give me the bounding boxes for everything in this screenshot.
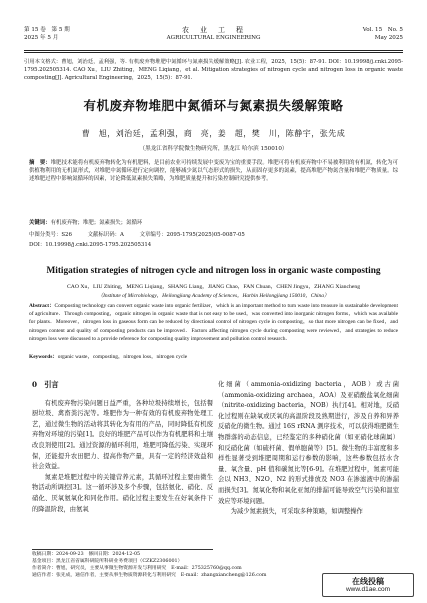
keywords-en-text: organic waste，composting，nitrogen loss，nitrogen cycle [57, 354, 188, 360]
authors-cn: 曹 旭，刘治廷，孟利强，商 亮，姜 超，樊 川，陈静宇，张先成 [81, 129, 346, 138]
keywords-cn-text: 有机废弃物；堆肥；氮素损失；氮循环 [50, 220, 143, 226]
abstract-en-text: Composting technology can convert organic waste into organic fertilizer，which is an important method to turn waste into treasure in sustainable development of agriculture．Through composting，organic nitrogen in organic waste that is not easy to be used，was converted into inorganic nitrogen forms，which was available for plants．Moreover，nitrogen loss in gaseous form can be reduced by directional control of nitrogen cycle in composting，so that more nitrogen can be fixed，and nitrogen content and quality of composting products can be improved．Factors affecting nitrogen cycle during composting were reviewed，and strategies to reduce nitrogen loss were discussed to a provide reference for composting quality improvement and pollution control research． [29, 303, 399, 342]
title-en: Mitigation strategies of nitrogen cycle and nitrogen loss in organic waste composting [46, 266, 381, 276]
body-paragraph: 氮素是堆肥过程中的关键营养元素，其循环过程主要由微生物活动所调控[3]。这一循环涉及多个步骤，包括氨化、硝化、反硝化、厌氧氨氧化和同化作用。硝化过程主要发生在好氧条件下的降温阶段，由氨氧 [32, 473, 213, 513]
citation-block: 引用本文格式：曹旭，刘治廷，孟利强，等. 有机废弃物堆肥中氮循环与氮素损失缓解策略[J]. 农业工程，2025，15(5)：87-91. DOI：10.19998/j.cnki.2095-1795.202505314. CAO Xu，LIU Zhiting，MENG Liqiang，et al. Mitigation strategies of nitrogen cycle and nitrogen loss in organic waste composting[J]. Agricultural Engineering，2025，15(5)：87-91. [24, 59, 403, 81]
body-paragraph: 有机废弃物污染问题日益严重，各种垃圾持续增长，包括餐厨垃圾、禽畜粪污泥等。堆肥作为一种有效的有机废弃物处理工艺，通过微生物的活动将其转化为有用的产品，同时降低有机废弃物对环境的污染[1]。良好的堆肥产品可以作为有机肥料和土壤改良剂使用[2]。通过资源的循环利用，堆肥可降低污染、实现环保，还能提升农田肥力、提高作物产量，具有一定的经济效益和社会效益。 [32, 399, 213, 471]
date-en: May 2025 [374, 34, 403, 41]
header-rule [24, 50, 403, 51]
keywords-cn [29, 218, 398, 226]
clc-number: 中图分类号：S26 [29, 232, 72, 238]
abstract-en-label: Abstract： [29, 303, 55, 309]
date-cn: 2025 年 5 月 [24, 34, 59, 41]
abstract-en [29, 302, 398, 343]
logo-url[interactable]: www.d1ae.com [345, 586, 391, 593]
classification-line [29, 230, 398, 238]
footnote-fund: 基金项目：黑龙江省省属科研院所科研业务费项目（CZKZ2306001） [32, 559, 183, 564]
footnote-rule [32, 549, 213, 550]
affiliation-en: （Institute of Microbiology，Heilongjiang Academy of Sciences，Harbin Heilongjiang 150010，China） [97, 293, 330, 299]
abstract-cn-text: 堆肥技术能将有机废弃物转化为有机肥料，是目前农业可持续发展中变废为宝的重要手段。堆肥可将有机废弃物中不易被利用的有机氮，转化为可供植物利用的无机氮形式，对堆肥中氮循环进行定向调控，能够减少氮以气态形式的损失，从而固存更多的氮素，提高堆肥产物氮含量和堆肥产物质量。综述堆肥过程中影响氮循环的因素，讨论降低氮素损失策略，为堆肥质量提升和污染控制研究提供参考。 [29, 160, 398, 183]
keywords-en [29, 352, 398, 360]
footnotes [32, 551, 267, 579]
body-column-left [32, 380, 213, 515]
online-submission-logo[interactable] [322, 573, 414, 597]
body-column-right [218, 380, 399, 518]
doi-cn: DOI：10.19998/j.cnki.2095-1795.202505314 [29, 242, 152, 248]
article-number: 文章编号：2095-1795(2025)05-0087-05 [139, 232, 245, 238]
title-cn: 有机废弃物堆肥中氮循环与氮素损失缓解策略 [83, 98, 344, 113]
header-right [363, 27, 403, 42]
logo-text-cn: 在线投稿 [352, 576, 384, 586]
journal-name-cn: 农 业 工 程 [182, 26, 245, 34]
body-paragraph: 化细菌（ammonia-oxidizing bacteria，AOB）或古菌（ammonia-oxidizing archaea，AOA）及亚硝酸盐氧化细菌（nitrite-oxidizing bacteria，NOB）执行[4]。相对地，反硝化过程则在缺氧或厌氧的高温阶段及熟期进行，涉及自养和异养反硝化的微生物。通过 16S rRNA 测序技术，可以获得堆肥微生物群落的动态信息，已经鉴定的多种硝化菌（如亚硝化球菌属）和反硝化菌（如硫杆菌、假单胞菌等）[5]。微生物的丰富度和多样性显著受到堆肥周期和运行参数的影响，这些参数包括水含量、氧含量、pH 值和碳氮比等[6-9]。在堆肥过程中，氮素可能会以 NH3、N2O、N2 的形式排放及 NO3 在渗滤液中的渗漏而损失[3]。氮氧化物和氧化亚氮的排漏可能导致空气污染和温室效应等环境问题。 [218, 381, 399, 505]
footnote-corresponding: 通信作者：张先成，通信作者，主要从事生物质资源转化与利用研究 E-mail：zhangxiancheng@126.com [32, 573, 267, 578]
header-rule-thin [24, 52, 403, 53]
document-code: 文献标识码：A [87, 232, 124, 238]
affiliation-cn: （黑龙江省科学院微生物研究所，黑龙江 哈尔滨 150010） [139, 146, 288, 152]
footnote-received: 收稿日期：2024-09-23 修回日期：2024-12-05 [32, 552, 141, 557]
abstract-cn-label: 摘 要： [29, 160, 51, 166]
authors-en: CAO Xu，LIU Zhiting，MENG Liqiang，SHANG Liang，JIANG Chao，FAN Chuan，CHEN Jingyu，ZHANG Xiancheng [66, 284, 361, 290]
volume-en: Vol. 15 No. 5 [362, 27, 403, 33]
header-center [24, 27, 403, 42]
abstract-cn [29, 159, 398, 183]
journal-name-en: AGRICULTURAL ENGINEERING [166, 34, 261, 41]
volume-cn: 第 15 卷 第 5 期 [24, 27, 70, 33]
body-paragraph: 为减少氮素损失，可采取多种策略，如调整操作 [230, 508, 363, 516]
footnote-first-author: 作者简介：曹旭，研究员，主要从事微生物资源开发与利用研究 E-mail：275325760@qq.com [32, 566, 242, 571]
section-heading: 0 引言 [32, 380, 59, 389]
keywords-en-label: Keywords： [29, 354, 58, 360]
keywords-cn-label: 关键词： [29, 220, 51, 226]
